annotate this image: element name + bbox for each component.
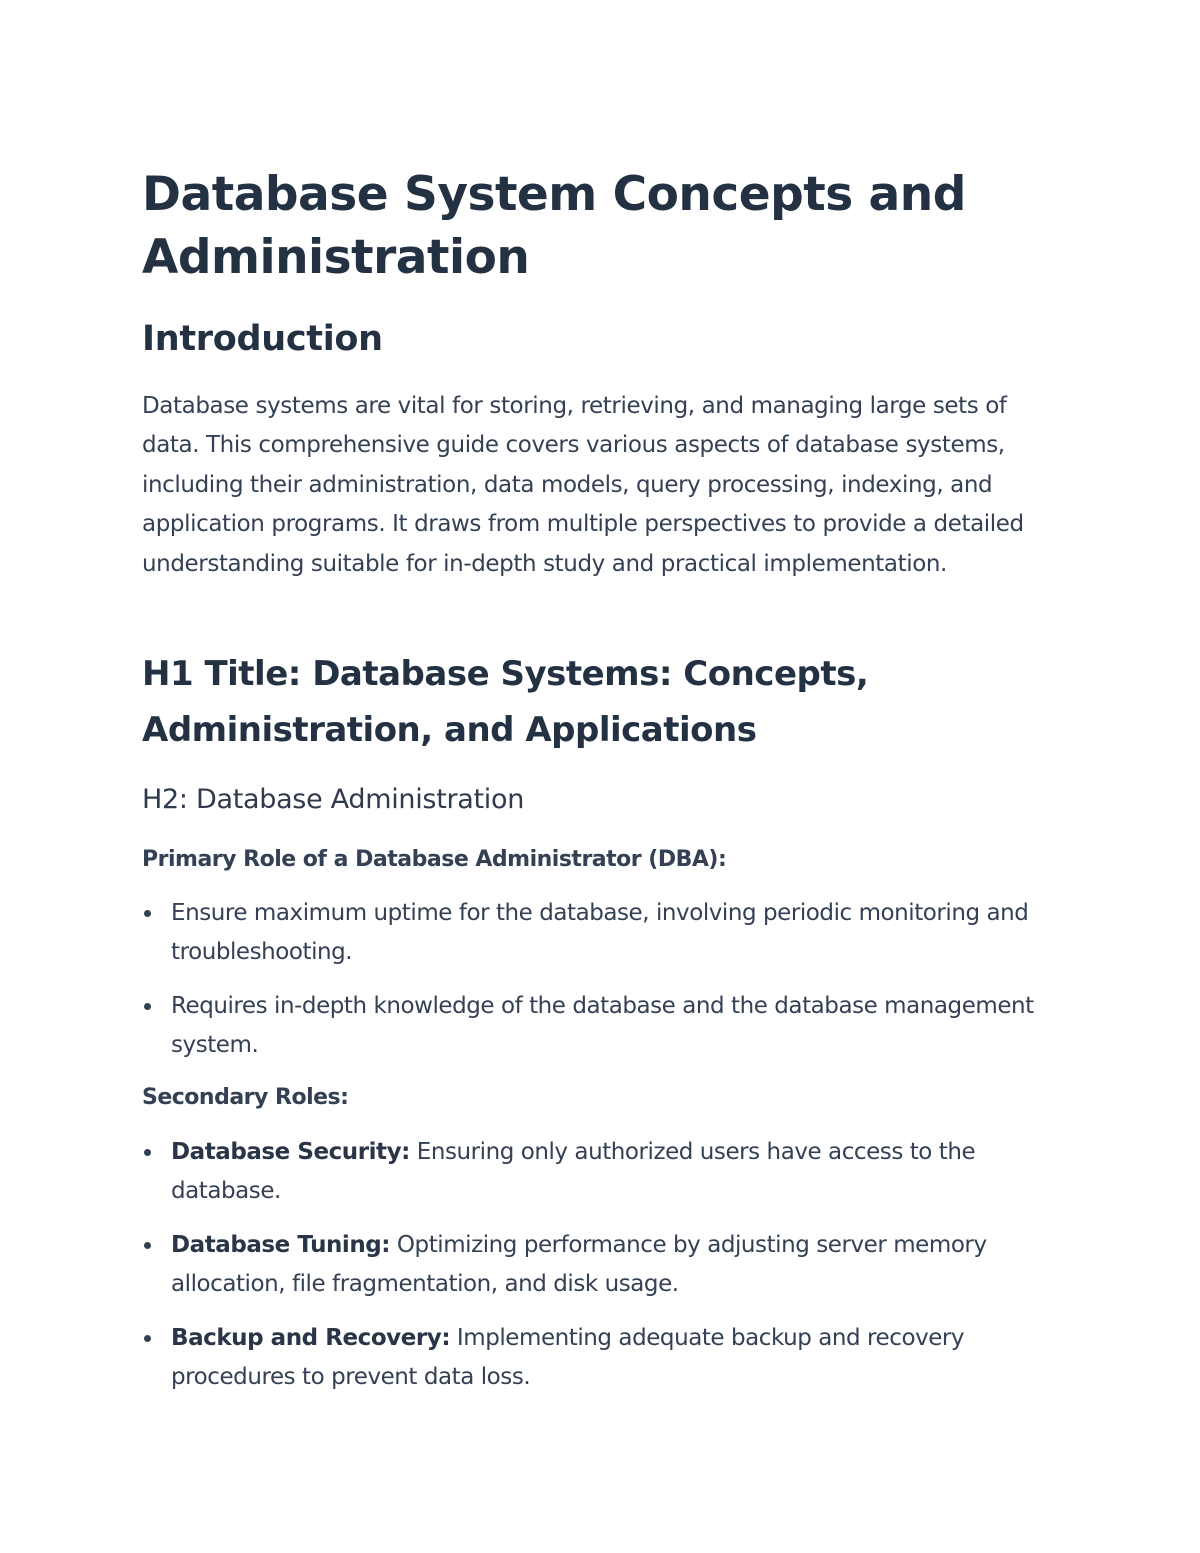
list-item <box>142 1226 1058 1305</box>
introduction-heading: Introduction <box>142 319 383 359</box>
list-item-term: Database Tuning: <box>171 1231 391 1258</box>
section-h1-title: H1 Title: Database Systems: Concepts, Administration, and Applications <box>142 654 869 750</box>
bullet-icon <box>144 1335 151 1342</box>
bullet-icon <box>144 1003 151 1010</box>
list-item <box>142 1133 1058 1212</box>
bullet-icon <box>144 1149 151 1156</box>
list-item-term: Backup and Recovery: <box>171 1324 451 1351</box>
list-item-term: Database Security: <box>171 1139 410 1165</box>
document-title: Database System Concepts and Administration <box>142 167 966 285</box>
list-item <box>142 894 1058 973</box>
list-item-text: Implementing adequate backup and recovery procedures to prevent data loss. <box>171 1324 965 1391</box>
secondary-roles-list <box>142 1133 1058 1411</box>
primary-role-list <box>142 894 1058 1080</box>
bullet-icon <box>144 910 151 917</box>
secondary-roles-label: Secondary Roles: <box>142 1085 349 1110</box>
list-item-text: Optimizing performance by adjusting server memory allocation, file fragmentation, and disk usage. <box>171 1231 987 1298</box>
list-item-text: Requires in-depth knowledge of the database and the database management system. <box>171 992 1034 1059</box>
list-item-text: Ensure maximum uptime for the database, involving periodic monitoring and troubleshooting. <box>171 900 1029 966</box>
primary-role-label: Primary Role of a Database Administrator (DBA): <box>142 847 727 872</box>
list-item-text: Ensuring only authorized users have access to the database. <box>171 1139 976 1205</box>
list-item <box>142 1319 1058 1398</box>
bullet-icon <box>144 1242 151 1249</box>
introduction-paragraph: Database systems are vital for storing, retrieving, and managing large sets of data. This comprehensive guide covers various aspects of database systems, including their administration, data models, query processing, indexing, and application programs. It draws from multiple perspectives to provide a detailed understanding suitable for in-depth study and practical implementation. <box>142 393 1024 577</box>
section-h2-title: H2: Database Administration <box>142 784 525 815</box>
list-item <box>142 987 1058 1066</box>
